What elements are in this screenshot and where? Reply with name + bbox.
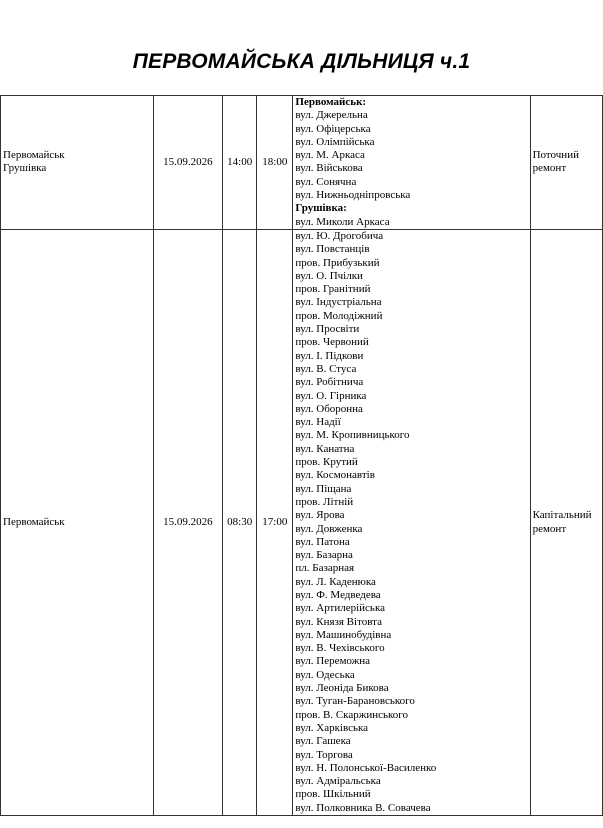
date-cell: 15.09.2026 bbox=[153, 96, 222, 230]
street-item: пров. Літній bbox=[295, 495, 354, 508]
street-item: вул. Харківська bbox=[295, 721, 369, 734]
street-item: вул. Гашека bbox=[295, 735, 351, 748]
street-item: вул. О. Гірника bbox=[295, 389, 367, 402]
reason-line: Поточний bbox=[532, 149, 579, 162]
settlement-heading: Грушівка: bbox=[295, 202, 347, 215]
street-item: вул. Робітнича bbox=[295, 376, 364, 389]
street-item: вул. Н. Полонської-Василенко bbox=[295, 761, 437, 774]
street-item: вул. Артилерійська bbox=[295, 602, 386, 615]
street-item: пров. Гранітний bbox=[295, 283, 371, 296]
street-item: вул. Оборонна bbox=[295, 402, 363, 415]
street-item: вул. Торгова bbox=[295, 748, 353, 761]
street-item: вул. В. Чехівського bbox=[295, 642, 385, 655]
street-item: вул. Джерельна bbox=[295, 109, 368, 122]
street-item: вул. Нижньодніпровська bbox=[295, 189, 411, 202]
page-title: ПЕРВОМАЙСЬКА ДІЛЬНИЦЯ ч.1 bbox=[132, 50, 471, 73]
street-item: вул. Надії bbox=[295, 416, 341, 429]
street-item: вул. Індустріальна bbox=[295, 296, 382, 309]
street-item: вул. Полковника В. Совачева bbox=[295, 801, 431, 814]
street-item: вул. Офіцерська bbox=[295, 122, 371, 135]
start-time-cell: 08:30 bbox=[223, 229, 257, 815]
start-time-cell: 14:00 bbox=[223, 96, 257, 230]
street-item: пров. Молодіжний bbox=[295, 309, 383, 322]
reason-line: ремонт bbox=[532, 162, 567, 175]
location-cell bbox=[1, 229, 154, 815]
location-line: Грушівка bbox=[3, 162, 47, 175]
street-item: пров. Шкільний bbox=[295, 788, 371, 801]
street-item: вул. Леоніда Бикова bbox=[295, 682, 389, 695]
settlement-heading: Первомайськ: bbox=[295, 96, 367, 108]
street-item: пров. Червоний bbox=[295, 336, 369, 349]
street-item: вул. Адміральська bbox=[295, 775, 381, 788]
street-item: вул. Переможна bbox=[295, 655, 371, 668]
street-item: вул. Просвіти bbox=[295, 323, 360, 336]
table-body bbox=[1, 96, 603, 816]
reason-line: Капітальний bbox=[532, 509, 592, 522]
street-item: вул. Миколи Аркаса bbox=[295, 215, 390, 228]
location-line: Первомайськ bbox=[3, 515, 65, 528]
street-item: вул. Туган-Барановського bbox=[295, 695, 415, 708]
street-item: вул. Канатна bbox=[295, 442, 355, 455]
street-item: вул. Довженка bbox=[295, 522, 363, 535]
street-item: вул. Ярова bbox=[295, 509, 345, 522]
street-item: вул. Сонячна bbox=[295, 175, 357, 188]
street-item: вул. Одеська bbox=[295, 668, 355, 681]
street-item: вул. О. Пчілки bbox=[295, 269, 363, 282]
table-row bbox=[1, 96, 603, 230]
street-item: вул. Патона bbox=[295, 535, 350, 548]
reason-line: ремонт bbox=[532, 522, 567, 535]
street-item: вул. Повстанців bbox=[295, 243, 370, 256]
street-item: вул. Машинобудівна bbox=[295, 628, 392, 641]
street-item: пров. Прибузький bbox=[295, 256, 380, 269]
street-item: пров. В. Скаржинського bbox=[295, 708, 409, 721]
street-item: вул. Л. Каденюка bbox=[295, 575, 376, 588]
street-item: вул. М. Аркаса bbox=[295, 149, 365, 162]
streets-cell bbox=[293, 229, 530, 815]
street-item: вул. В. Стуса bbox=[295, 362, 357, 375]
end-time-cell: 17:00 bbox=[257, 229, 293, 815]
reason-cell bbox=[530, 229, 602, 815]
date-cell: 15.09.2026 bbox=[153, 229, 222, 815]
street-item: вул. Ю. Дрогобича bbox=[295, 229, 384, 242]
street-item: пл. Базарная bbox=[295, 562, 355, 575]
street-item: вул. М. Кропивницького bbox=[295, 429, 410, 442]
street-item: вул. Космонавтів bbox=[295, 469, 375, 482]
street-item: вул. Ф. Медведева bbox=[295, 588, 381, 601]
location-cell bbox=[1, 96, 154, 230]
streets-cell bbox=[293, 96, 530, 230]
outage-schedule-table bbox=[0, 95, 603, 816]
street-item: вул. Піщана bbox=[295, 482, 352, 495]
street-item: вул. Олімпійська bbox=[295, 135, 375, 148]
street-item: вул. Базарна bbox=[295, 549, 353, 562]
street-item: вул. Військова bbox=[295, 162, 363, 175]
end-time-cell: 18:00 bbox=[257, 96, 293, 230]
street-item: пров. Крутий bbox=[295, 456, 358, 469]
table-row bbox=[1, 229, 603, 815]
location-line: Первомайськ bbox=[3, 149, 65, 162]
street-item: вул. Князя Вітовта bbox=[295, 615, 382, 628]
reason-cell bbox=[530, 96, 602, 230]
street-item: вул. І. Підкови bbox=[295, 349, 364, 362]
